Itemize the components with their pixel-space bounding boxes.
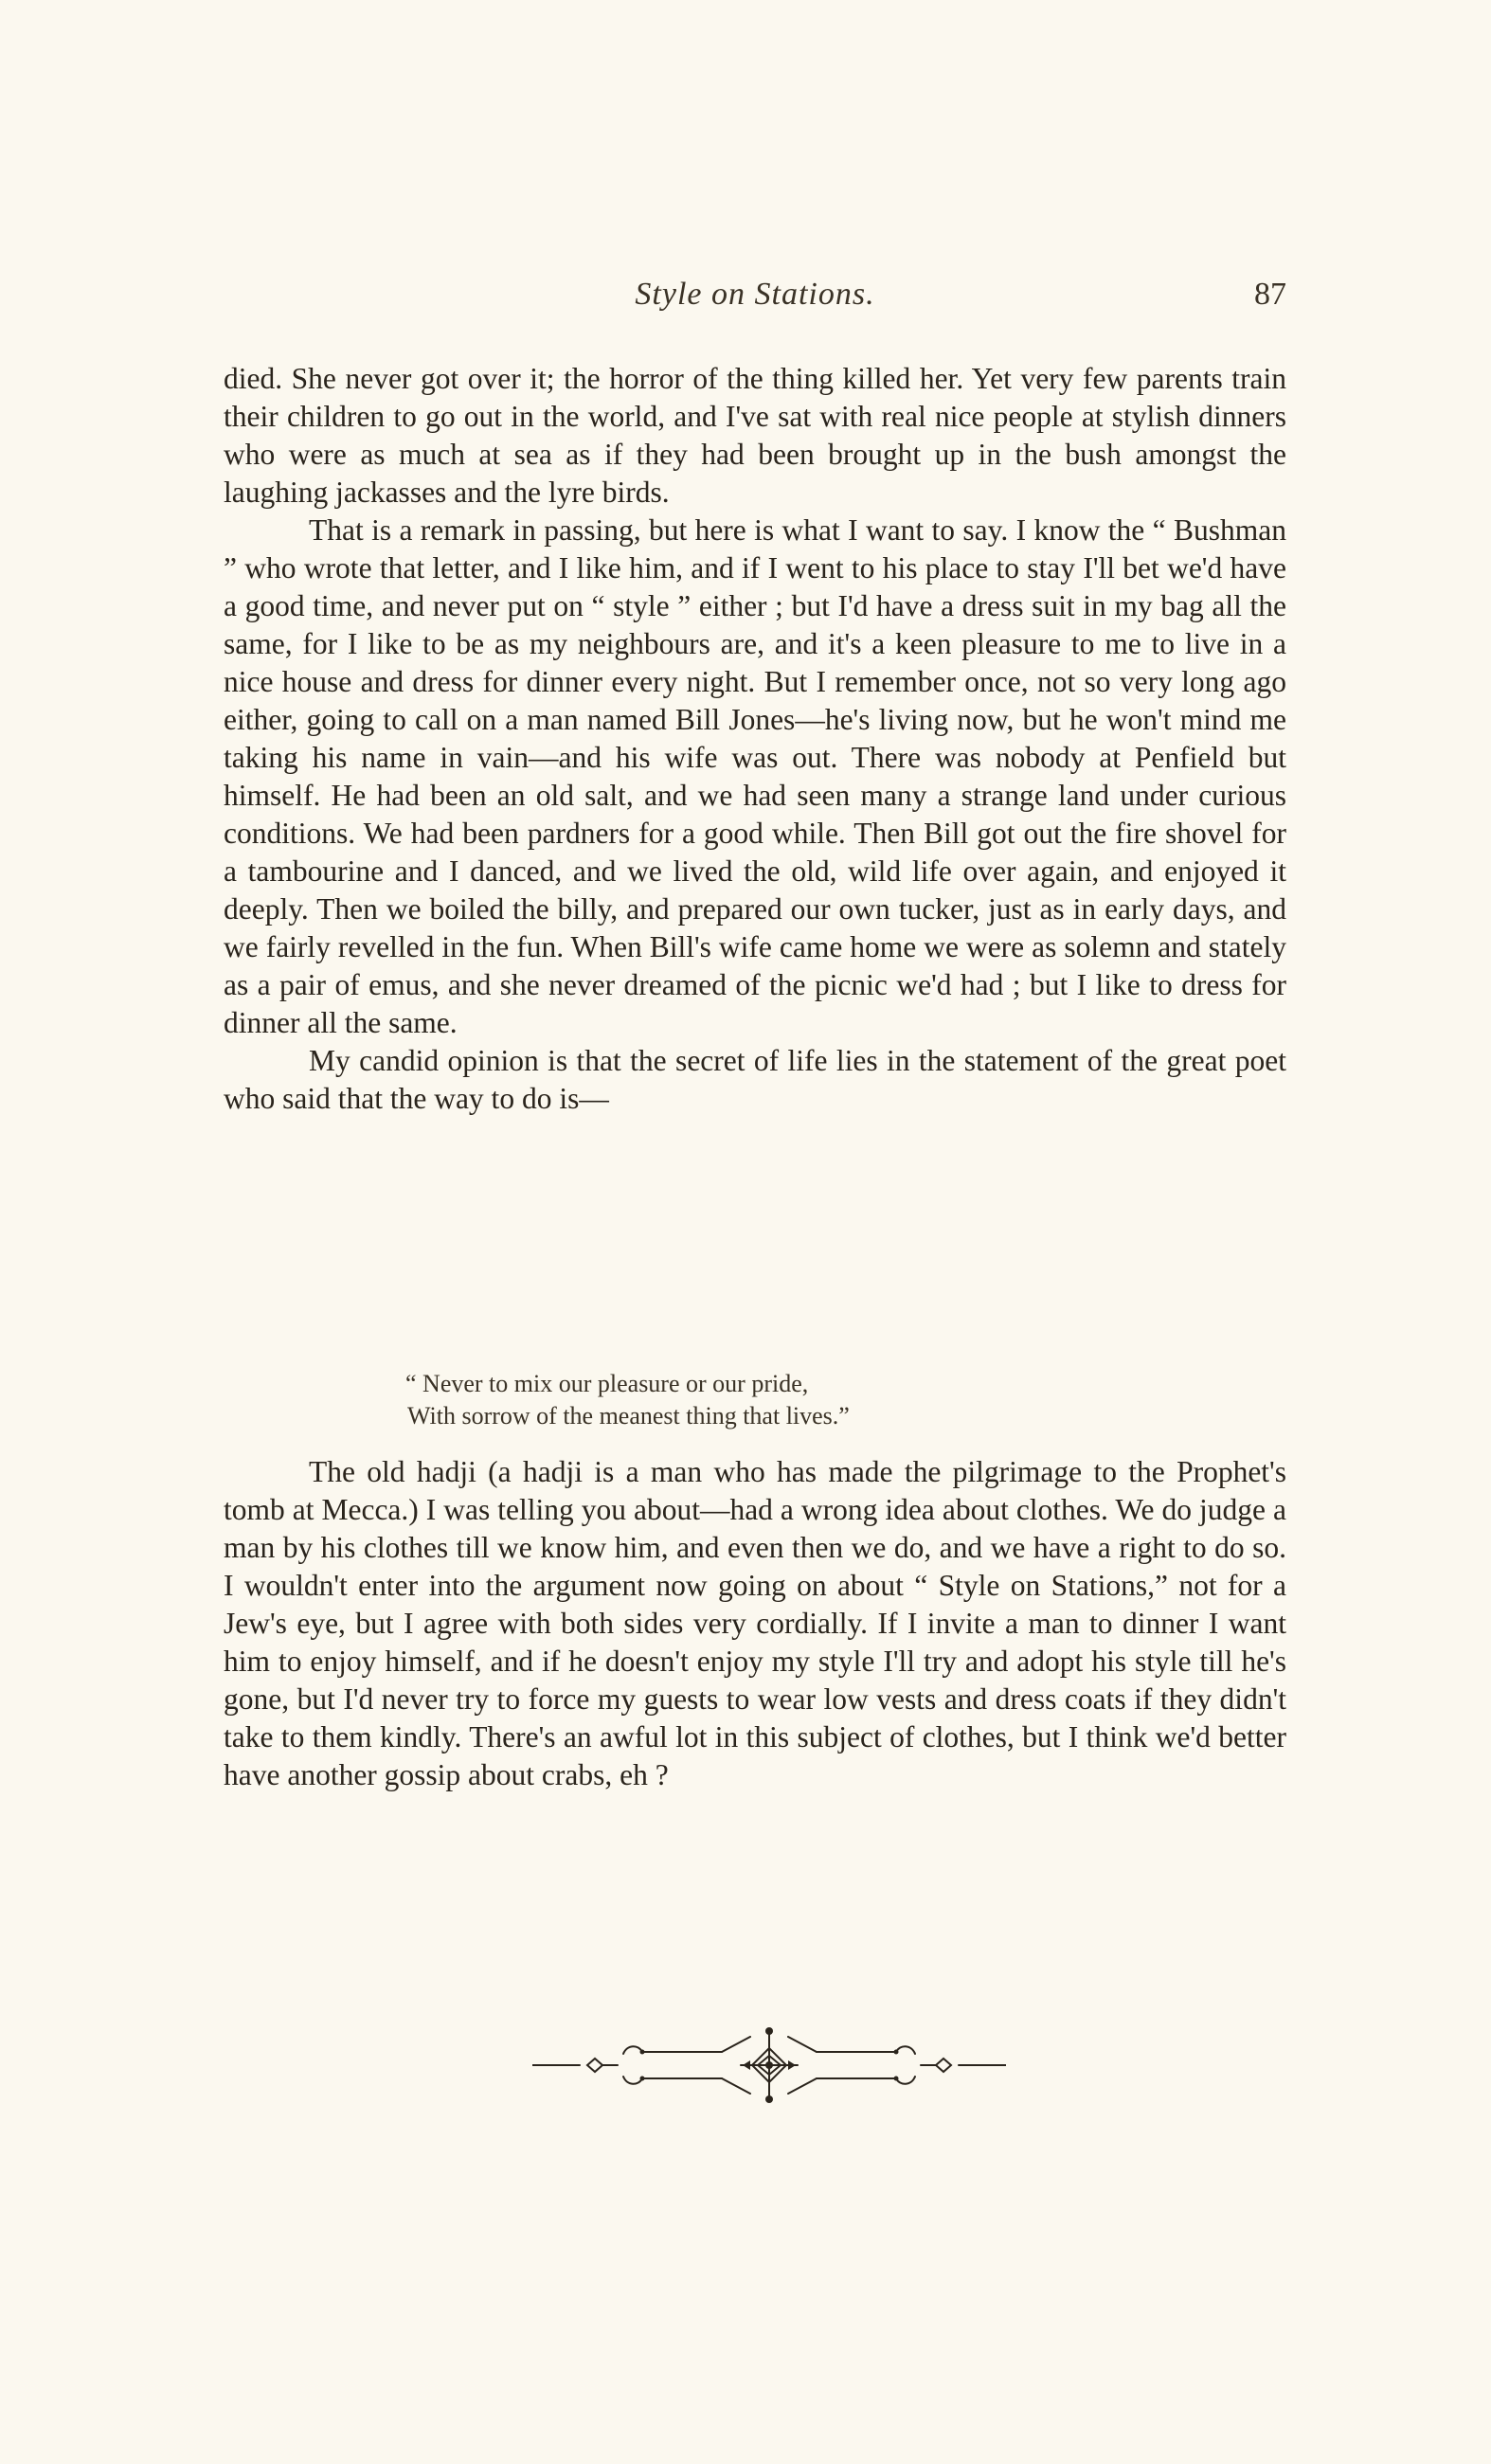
verse-line-1: “ Never to mix our pleasure or our pride, — [405, 1370, 809, 1397]
running-head — [224, 277, 1286, 324]
running-title: Style on Stations. — [635, 277, 875, 312]
body-text — [224, 360, 1286, 1118]
page-number: 87 — [1254, 277, 1286, 312]
verse-line-2: With sorrow of the meanest thing that lives.” — [407, 1402, 850, 1430]
decorative-tailpiece-icon — [532, 2027, 1006, 2103]
body-text-continued — [224, 1453, 1286, 1794]
paragraph-2: That is a remark in passing, but here is what I want to say. I know the “ Bushman ” who wrote that letter, and I like him, and if I went to his place to stay I'll bet we'd have a good time, and never put on “ style ” either ; but I'd have a dress suit in my bag all the same, for I like to be as my neighbours are, and it's a keen pleasure to me to live in a nice house and dress for dinner every night. But I remember once, not so very long ago either, going to call on a man named Bill Jones—he's living now, but he won't mind me taking his name in vain—and his wife was out. There was nobody at Penfield but himself. He had been an old salt, and we had seen many a strange land under curious conditions. We had been pardners for a good while. Then Bill got out the fire shovel for a tambourine and I danced, and we lived the old, wild life over again, and enjoyed it deeply. Then we boiled the billy, and prepared our own tucker, just as in early days, and we fairly revelled in the fun. When Bill's wife came home we were as solemn and stately as a pair of emus, and she never dreamed of the picnic we'd had ; but I like to dress for dinner all the same. — [224, 513, 1286, 1039]
paragraph-3: My candid opinion is that the secret of life lies in the statement of the great poet who said that the way to do is— — [224, 1044, 1286, 1115]
verse-quotation — [405, 1368, 1163, 1432]
paragraph-1: died. She never got over it; the horror of the thing killed her. Yet very few parents train their children to go out in the world, and I've sat with real nice people at stylish dinners who were as much at sea as if they had been brought up in the bush amongst the laughing jackasses and the lyre birds. — [224, 362, 1286, 509]
paragraph-4: The old hadji (a hadji is a man who has made the pilgrimage to the Prophet's tomb at Mecca.) I was telling you about—had a wrong idea about clothes. We do judge a man by his clothes till we know him, and even then we do, and we have a right to do so. I wouldn't enter into the argument now going on about “ Style on Stations,” not for a Jew's eye, but I agree with both sides very cordially. If I invite a man to dinner I want him to enjoy himself, and if he doesn't enjoy my style I'll try and adopt his style till he's gone, but I'd never try to force my guests to wear low vests and dress coats if they didn't take to them kindly. There's an awful lot in this subject of clothes, but I think we'd better have another gossip about crabs, eh ? — [224, 1455, 1286, 1791]
